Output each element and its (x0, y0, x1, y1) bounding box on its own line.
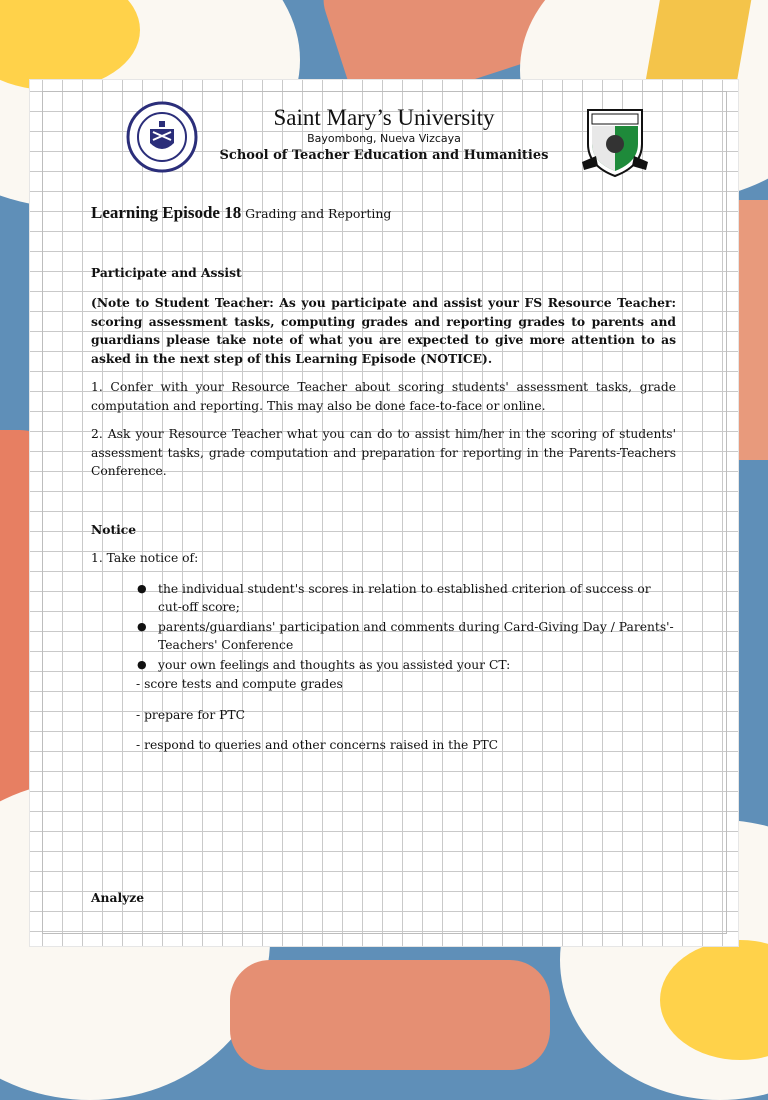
notice-bullet-list (91, 580, 676, 675)
list-item (137, 618, 676, 655)
document-body (91, 200, 676, 755)
analyze-heading: Analyze (91, 890, 145, 905)
episode-subtitle: Grading and Reporting (245, 206, 392, 221)
list-item (137, 656, 676, 675)
dash-item: - score tests and compute grades (136, 677, 343, 691)
bullet-icon: ● (137, 581, 147, 595)
episode-title: Learning Episode 18 (91, 203, 242, 222)
participate-note: (Note to Student Teacher: As you participate and assist your FS Resource Teacher: scoring assessment tasks, computing grades and reporting grades to parents and guardians please take note of what you are expected to give more attention to as asked in the next step of this Learning Episode (NOTICE). (91, 295, 676, 366)
university-name: Saint Mary’s University (273, 105, 495, 130)
bullet-text: parents/guardians' participation and comments during Card-Giving Day / Parents'-Teachers' Conference (158, 619, 674, 652)
participate-item-2: 2. Ask your Resource Teacher what you can do to assist him/her in the scoring of students' assessment tasks, grade computation and preparation for reporting in the Parents-Teachers Conference. (91, 427, 676, 478)
school-shield-logo (580, 104, 650, 180)
participate-heading: Participate and Assist (91, 264, 242, 280)
background-bacon (230, 960, 550, 1070)
episode-title-line (91, 204, 676, 224)
bullet-text: your own feelings and thoughts as you assisted your CT: (158, 657, 511, 672)
notice-heading: Notice (91, 521, 137, 537)
school-name: School of Teacher Education and Humanities (219, 148, 549, 163)
university-location: Bayombong, Nueva Vizcaya (307, 132, 461, 145)
dash-item: - prepare for PTC (136, 707, 245, 722)
grid-paper-page (30, 80, 738, 946)
bullet-icon: ● (137, 619, 147, 633)
dash-item: - respond to queries and other concerns raised in the PTC (136, 738, 499, 752)
participate-item-1: 1. Confer with your Resource Teacher about scoring students' assessment tasks, grade computation and reporting. This may also be done face-to-face or online. (91, 380, 676, 413)
bullet-text: the individual student's scores in relation to established criterion of success or cut-off score; (158, 581, 651, 614)
notice-intro: 1. Take notice of: (91, 551, 199, 565)
bullet-icon: ● (137, 657, 147, 671)
list-item (137, 580, 676, 617)
